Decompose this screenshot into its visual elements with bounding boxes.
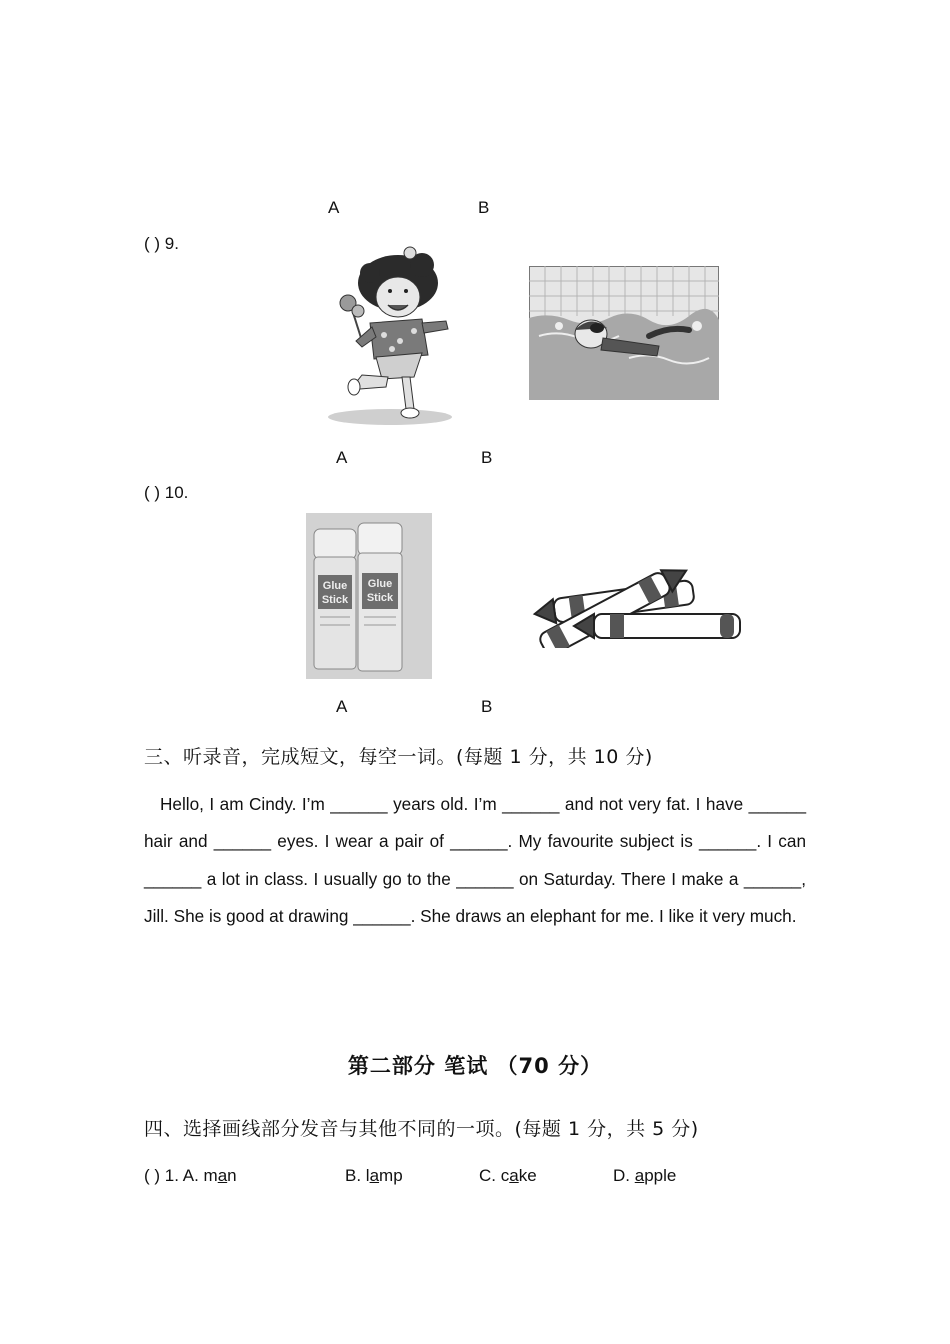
q9-number: ( ) 9. xyxy=(144,234,179,253)
s4-q1-c-pre: c xyxy=(500,1166,510,1185)
section4-heading: 四、选择画线部分发音与其他不同的一项。(每题 1 分，共 5 分) xyxy=(144,1118,699,1140)
q10-glue-brand-line1: Glue xyxy=(322,580,348,592)
s4-q1-c-underlined: a xyxy=(509,1166,519,1185)
s4-q1-b-post: mp xyxy=(379,1166,403,1185)
q10-option-b-label: B xyxy=(481,697,493,716)
q10-option-b-crayons-picture xyxy=(524,552,746,648)
q8-option-b-label: B xyxy=(478,198,490,217)
section3-passage xyxy=(144,786,806,935)
q10-option-a-glue-sticks-picture xyxy=(306,513,432,679)
q10-glue-brand-line2: Stick xyxy=(321,594,349,606)
s4-q1-a-underlined: a xyxy=(217,1166,228,1185)
s4-q1-d-underlined: a xyxy=(634,1166,645,1185)
s4-q1-b-pre: l xyxy=(365,1166,370,1185)
q10-glue-brand-line2-right: Stick xyxy=(366,592,394,604)
q9-option-b-label: B xyxy=(481,448,493,467)
s4-q1-c-prefix: C. xyxy=(479,1166,496,1185)
q9-option-a-girl-picture xyxy=(310,245,460,435)
q8-option-a-label: A xyxy=(328,198,340,217)
s4-q1-option-a xyxy=(144,1166,237,1186)
s4-q1-option-d xyxy=(613,1166,676,1186)
s4-q1-c-post: ke xyxy=(518,1166,537,1185)
s4-q1-d-prefix: D. xyxy=(613,1166,630,1185)
section3-passage-text: Hello, I am Cindy. I’m ______ years old. I’m ______ and not very fat. I have ______ hair and ______ eyes. I wear a pair of ______. My favourite subject is ______. I can ______ a lot in class. I usually go to the ______ on Saturday. There I make a ______, Jill. She is good at drawing ______. She draws an elephant for me. I like it very much. xyxy=(144,794,806,926)
q10-glue-brand-line1-right: Glue xyxy=(367,578,393,590)
s4-q1-b-prefix: B. xyxy=(345,1166,362,1185)
part2-title: 第二部分 笔试 （70 分） xyxy=(347,1054,603,1078)
q9-option-b-swimmer-picture xyxy=(529,266,719,400)
s4-q1-a-pre: m xyxy=(203,1166,218,1185)
s4-q1-option-c xyxy=(479,1166,537,1186)
q10-option-a-label: A xyxy=(336,697,348,716)
q10-number: ( ) 10. xyxy=(144,483,189,502)
s4-q1-number: ( ) 1. A. xyxy=(144,1166,199,1185)
s4-q1-option-b xyxy=(345,1166,403,1186)
s4-q1-b-underlined: a xyxy=(369,1166,380,1185)
s4-q1-a-post: n xyxy=(227,1166,237,1185)
s4-q1-d-post: pple xyxy=(644,1166,677,1185)
section3-heading: 三、听录音，完成短文，每空一词。(每题 1 分，共 10 分) xyxy=(144,746,653,768)
q9-option-a-label: A xyxy=(336,448,348,467)
